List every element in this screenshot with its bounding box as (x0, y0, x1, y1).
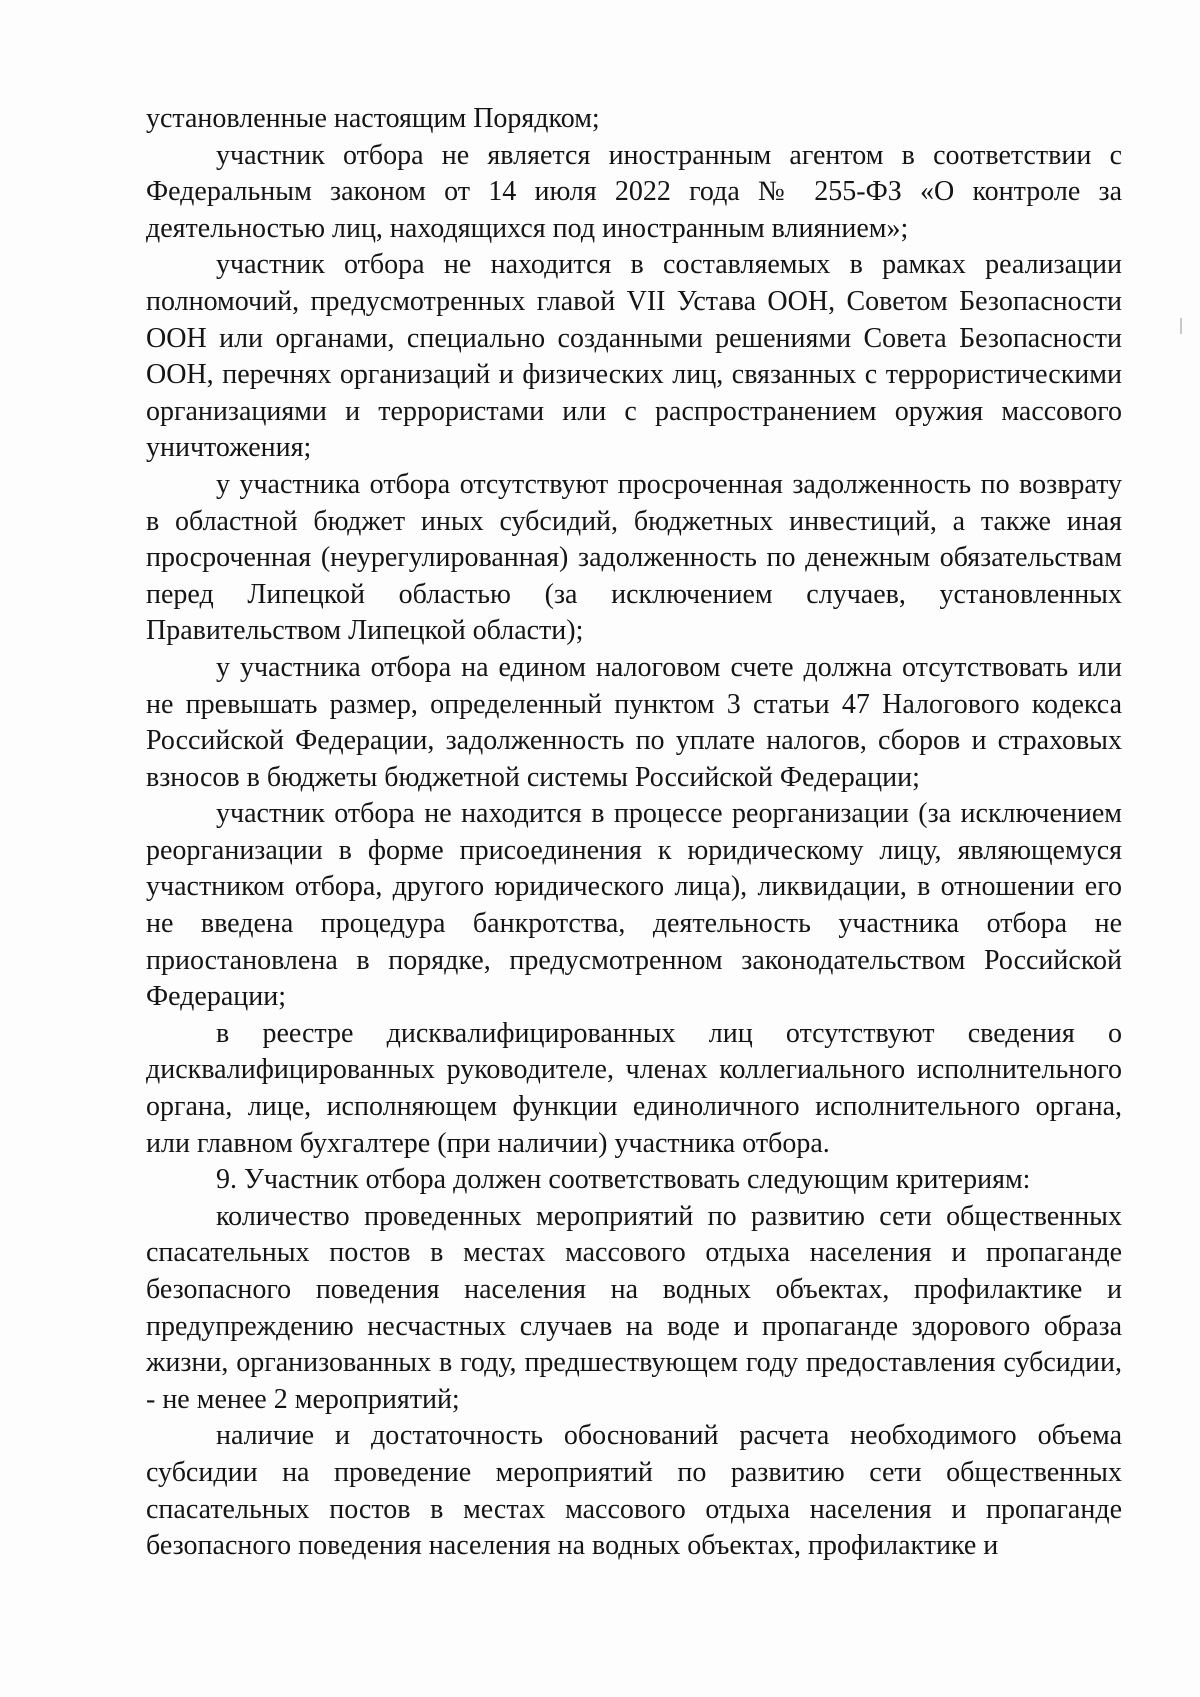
document-text (146, 101, 1122, 1565)
paragraph-disqualified-persons: в реестре дисквалифицированных лиц отсутствуют сведения о дисквалифицированных руководителе, членах коллегиального исполнительного органа, лице, исполняющем функции единоличного исполнительного органа, или главном бухгалтере (при наличии) участника отбора. (146, 1017, 1122, 1159)
paragraph-events-count: количество проведенных мероприятий по развитию сети общественных спасательных постов в местах массового отдыха населения и пропаганде безопасного поведения населения на водных объектах, профилактике и предупреждению несчастных случаев на воде и пропаганде здорового образа жизни, организованных в году, предшествующем году предоставления субсидии, - не менее 2 мероприятий; (146, 1200, 1122, 1415)
paragraph-tax-debt: у участника отбора на едином налоговом счете должна отсутствовать или не превышать размер, определенный пунктом 3 статьи 47 Налогового кодекса Российской Федерации, задолженность по уплате налогов, сборов и страховых взносов в бюджеты бюджетной системы Российской Федерации; (146, 651, 1122, 793)
scan-edge-mark (1180, 318, 1182, 334)
paragraph-budget-debt: у участника отбора отсутствуют просроченная задолженность по возврату в областной бюджет иных субсидий, бюджетных инвестиций, а также иная просроченная (неурегулированная) задолженность по денежным обязательствам перед Липецкой областью (за исключением случаев, установленных Правительством Липецкой области); (146, 468, 1122, 647)
paragraph-justification: наличие и достаточность обоснований расчета необходимого объема субсидии на проведение мероприятий по развитию сети общественных спасательных постов в местах массового отдыха населения и пропаганде безопасного поведения населения на водных объектах, профилактике и (146, 1420, 1122, 1562)
paragraph-un-sanctions: участник отбора не находится в составляемых в рамках реализации полномочий, предусмотренных главой VII Устава ООН, Советом Безопасности ООН или органами, специально созданными решениями Совета Безопасности ООН, перечнях организаций и физических лиц, связанных с террористическими организациями и террористами или с распространением оружия массового уничтожения; (146, 249, 1122, 464)
paragraph-continuation: установленные настоящим Порядком; (146, 103, 600, 134)
paragraph-criteria-heading: 9. Участник отбора должен соответствовать следующим критериям: (216, 1164, 1031, 1196)
paragraph-reorganization: участник отбора не находится в процессе реорганизации (за исключением реорганизации в форме присоединения к юридическому лицу, являющемуся участником отбора, другого юридического лица), ликвидации, в отношении его не введена процедура банкротства, деятельность участника отбора не приостановлена в порядке, предусмотренном законодательством Российской Федерации; (146, 798, 1122, 1013)
paragraph-foreign-agent: участник отбора не является иностранным агентом в соответствии с Федеральным законом от 14 июля 2022 года № 255-ФЗ «О контроле за деятельностью лиц, находящихся под иностранным влиянием»; (146, 139, 1122, 244)
